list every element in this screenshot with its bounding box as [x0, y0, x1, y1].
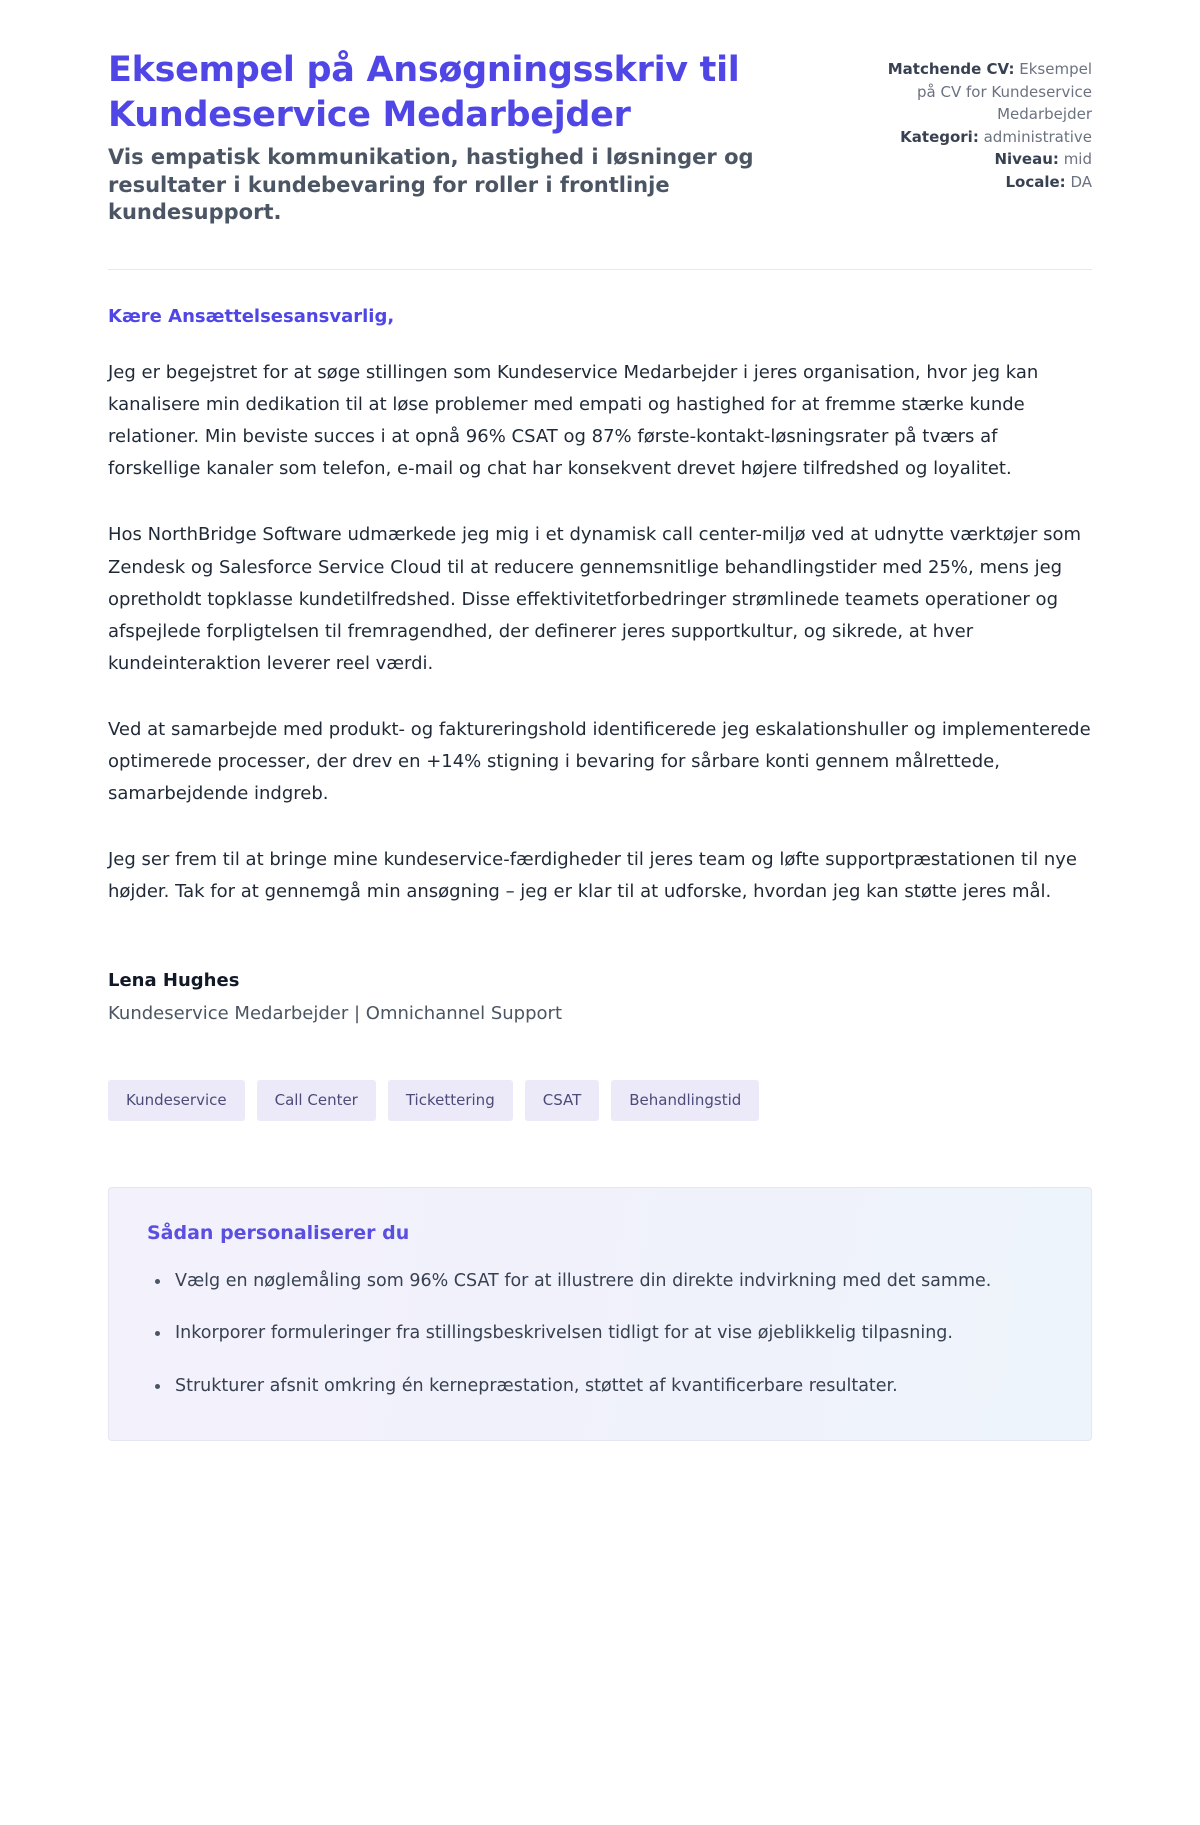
meta-matching-cv-label: Matchende CV: — [887, 60, 1015, 78]
letter-paragraph: Hos NorthBridge Software udmærkede jeg mig i et dynamisk call center-miljø ved at udnytte værktøjer som Zendesk og Salesforce Service Cloud til at reducere gennemsnitlige behandlingstider med 25%, mens jeg opretholdt topklasse kundetilfredshed. Disse effektivitetforbedringer strømlinede teamets operationer og afspejlede forpligtelsen til fremragendhed, der definerer jeres supportkultur, og sikrede, at hver kundeinteraktion leverer reel værdi. — [108, 524, 1082, 674]
tip-box-title: Sådan personaliserer du — [147, 1221, 410, 1244]
header-title-group — [108, 48, 828, 227]
signature-block — [108, 970, 1092, 1024]
letter-body — [108, 270, 1092, 1023]
meta-category — [868, 126, 1092, 149]
tag-item[interactable]: CSAT — [525, 1080, 600, 1121]
meta-level-value: mid — [1063, 150, 1092, 168]
meta-locale — [868, 171, 1092, 194]
tag-item[interactable]: Behandlingstid — [611, 1080, 759, 1121]
meta-category-value: administrative — [983, 127, 1092, 146]
letter-paragraph: Jeg er begejstret for at søge stillingen som Kundeservice Medarbejder i jeres organisation, hvor jeg kan kanalisere min dedikation til at løse problemer med empati og hastighed for at fremme stærke kunde relationer. Min beviste succes i at opnå 96% CSAT og 87% første-kontakt-løsningsrater på tværs af forskellige kanaler som telefon, e-mail og chat har konsekvent drevet højere tilfredshed og loyalitet. — [108, 362, 1039, 480]
page-title: Eksempel på Ansøgningsskriv til Kundeservice Medarbejder — [108, 50, 740, 135]
tag-item[interactable]: Call Center — [257, 1080, 376, 1121]
meta-locale-value: DA — [1070, 172, 1092, 191]
meta-matching-cv-value: Eksempel på CV for Kundeservice Medarbejder — [917, 60, 1092, 123]
page-subtitle: Vis empatisk kommunikation, hastighed i løsninger og resultater i kundebevaring for roller i frontlinje kundesupport. — [108, 144, 754, 225]
personalization-tip-box — [108, 1187, 1092, 1441]
meta-level-label: Niveau: — [994, 150, 1059, 168]
letter-paragraph: Jeg ser frem til at bringe mine kundeservice-færdigheder til jeres team og løfte supportpræstationen til nye højder. Tak for at gennemgå min ansøgning – jeg er klar til at udforske, hvordan jeg kan støtte jeres mål. — [108, 848, 1077, 902]
tag-list — [108, 1080, 1092, 1121]
letter-paragraph: Ved at samarbejde med produkt- og faktureringshold identificerede jeg eskalationshuller og implementerede optimerede processer, der drev en +14% stigning i bevaring for sårbare konti gennem målrettede, samarbejdende indgreb. — [108, 718, 1091, 804]
meta-matching-cv — [868, 58, 1092, 126]
meta-level — [868, 148, 1092, 171]
document-metadata — [868, 48, 1092, 193]
meta-locale-label: Locale: — [1005, 172, 1066, 191]
tip-list-item: Vælg en nøglemåling som 96% CSAT for at illustrere din direkte indvirkning med det samme. — [175, 1266, 1053, 1297]
tip-list-item: Strukturer afsnit omkring én kernepræstation, støttet af kvantificerbare resultater. — [175, 1371, 1053, 1402]
signature-role: Kundeservice Medarbejder | Omnichannel Support — [108, 1002, 563, 1024]
tag-item[interactable]: Tickettering — [388, 1080, 513, 1121]
letter-salutation: Kære Ansættelsesansvarlig, — [108, 306, 395, 328]
signature-name: Lena Hughes — [108, 969, 240, 991]
tag-item[interactable]: Kundeservice — [108, 1080, 245, 1121]
page-header — [108, 48, 1092, 227]
meta-category-label: Kategori: — [900, 127, 979, 146]
tip-box-list — [147, 1266, 1053, 1402]
tip-list-item: Inkorporer formuleringer fra stillingsbeskrivelsen tidligt for at vise øjeblikkelig tilpasning. — [175, 1318, 1053, 1349]
